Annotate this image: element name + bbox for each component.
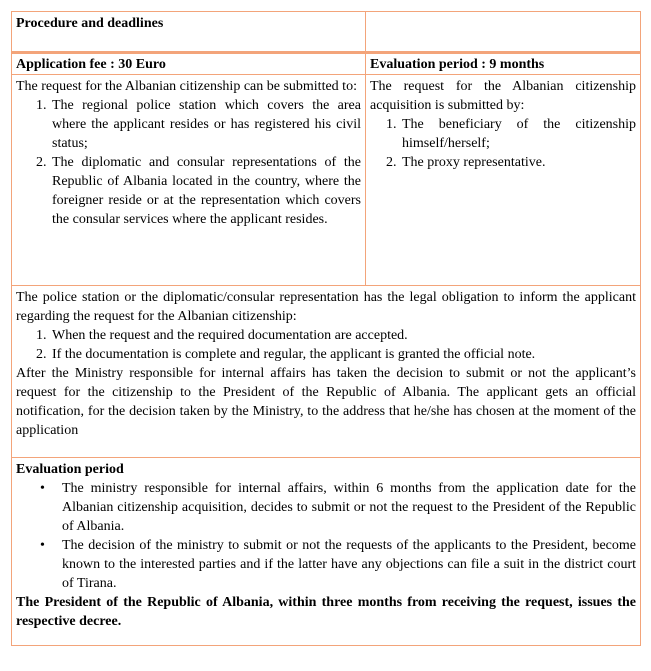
evaluation-label-cell [366,54,640,74]
submission-left-cell [12,75,366,285]
table-title: Procedure and deadlines [16,16,164,31]
fee-label-cell [12,54,366,74]
bullet-icon: • [40,538,45,553]
evaluation-cell [12,458,640,634]
evaluation-heading: Evaluation period [16,462,124,477]
list-item: 2. The diplomatic and consular representations of the Republic of Albania located in the country, where the foreigner reside or at the representation which covers the consular services where the applicant resides. [50,153,361,229]
title-empty-cell [366,12,640,51]
list-item [40,479,636,536]
ministry-decision-text: After the Ministry responsible for internal affairs has taken the decision to submit or not the applicant’s request for the citizenship to the President of the Republic of Albania. The applicant gets an official notification, for the decision taken by the Ministry, to the address that he/she has chosen at the moment of the application [16,366,636,438]
fee-label-row [11,54,641,75]
application-fee-label: Application fee : 30 Euro [16,57,166,72]
obligation-list [16,326,636,364]
title-row [11,11,641,54]
list-item: 1. The beneficiary of the citizenship himself/herself; [400,115,636,153]
evaluation-row [11,458,641,646]
list-item: 2. If the documentation is complete and regular, the applicant is granted the official note. [50,345,636,364]
president-decree-text: The President of the Republic of Albania, within three months from receiving the request, issues the respective decree. [16,595,636,629]
list-item: 2. The proxy representative. [400,153,636,172]
submission-right-cell [366,75,640,285]
submit-to-intro: The request for the Albanian citizenship can be submitted to: [16,79,357,94]
title-cell [12,12,366,51]
list-item-text: The ministry responsible for internal affairs, within 6 months from the application date for the Albanian citizenship acquisition, decides to submit or not the request to the President of the Republic of Albania. [62,481,636,534]
list-item: 1. When the request and the required documentation are accepted. [50,326,636,345]
obligation-row [11,286,641,458]
evaluation-period-label: Evaluation period : 9 months [370,57,545,72]
list-item-text: The decision of the ministry to submit or not the requests of the applicants to the President, become known to the interested parties and if the latter have any objections can file a suit in the district court of Tirana. [62,538,636,591]
submission-row [11,75,641,286]
submitted-by-intro: The request for the Albanian citizenship acquisition is submitted by: [370,79,636,113]
obligation-cell [12,286,640,443]
submit-to-list [16,96,361,229]
evaluation-list [16,479,636,593]
obligation-intro: The police station or the diplomatic/consular representation has the legal obligation to inform the applicant regarding the request for the Albanian citizenship: [16,290,636,324]
list-item: 1. The regional police station which covers the area where the applicant resides or has registered his civil status; [50,96,361,153]
submitted-by-list [370,115,636,172]
procedure-table [11,11,641,646]
list-item [40,536,636,593]
bullet-icon: • [40,481,45,496]
